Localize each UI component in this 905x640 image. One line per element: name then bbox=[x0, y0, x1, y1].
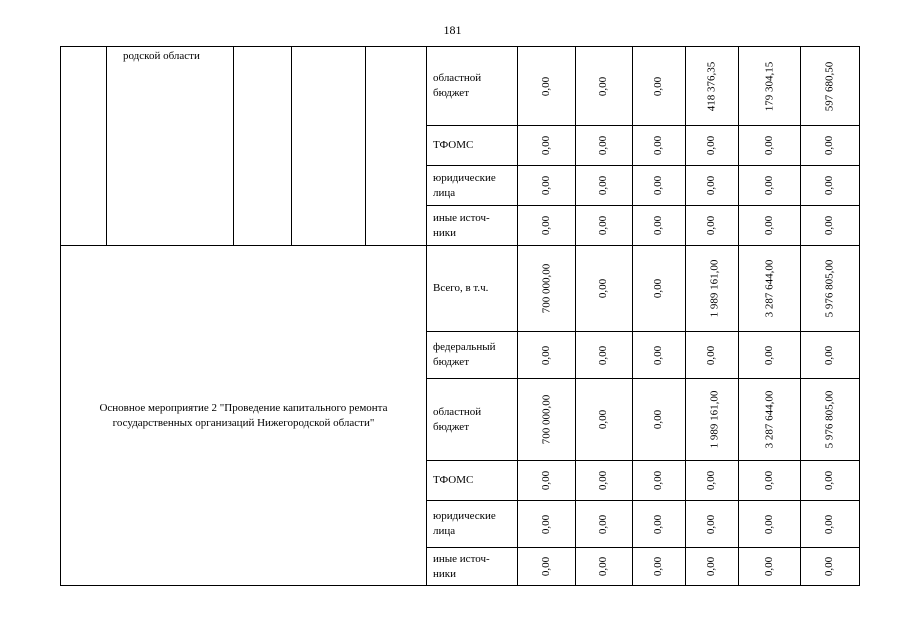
source-cell: Всего, в т.ч. bbox=[427, 246, 518, 332]
table-row bbox=[61, 246, 860, 332]
source-cell: иные источ-ники bbox=[427, 206, 518, 246]
blank-cell bbox=[61, 47, 107, 246]
value-cell: 0,00 bbox=[518, 166, 576, 206]
source-cell: юридические лица bbox=[427, 166, 518, 206]
value-cell: 0,00 bbox=[576, 379, 633, 461]
source-cell: ТФОМС bbox=[427, 126, 518, 166]
value-cell: 0,00 bbox=[801, 332, 860, 379]
table-row bbox=[61, 47, 860, 126]
measure-name-cell: Основное мероприятие 2 "Проведение капитального ремонта государственных организаций Нижегородской области" bbox=[61, 246, 427, 586]
source-cell: федеральный бюджет bbox=[427, 332, 518, 379]
source-cell: областной бюджет bbox=[427, 379, 518, 461]
value-cell: 0,00 bbox=[801, 461, 860, 501]
value-cell: 0,00 bbox=[633, 246, 686, 332]
value-cell: 0,00 bbox=[739, 461, 801, 501]
value-cell: 0,00 bbox=[633, 206, 686, 246]
value-cell: 0,00 bbox=[576, 501, 633, 548]
value-cell: 0,00 bbox=[686, 461, 739, 501]
value-cell: 0,00 bbox=[686, 501, 739, 548]
value-cell: 1 989 161,00 bbox=[686, 379, 739, 461]
value-cell: 5 976 805,00 bbox=[801, 246, 860, 332]
value-cell: 0,00 bbox=[633, 379, 686, 461]
value-cell: 0,00 bbox=[801, 126, 860, 166]
value-cell: 0,00 bbox=[739, 206, 801, 246]
value-cell: 597 680,50 bbox=[801, 47, 860, 126]
value-cell: 700 000,00 bbox=[518, 246, 576, 332]
value-cell: 0,00 bbox=[739, 126, 801, 166]
measure-name-fragment: родской области bbox=[107, 47, 234, 246]
value-cell: 0,00 bbox=[686, 548, 739, 586]
value-cell: 0,00 bbox=[686, 332, 739, 379]
value-cell: 0,00 bbox=[576, 332, 633, 379]
value-cell: 0,00 bbox=[801, 548, 860, 586]
value-cell: 0,00 bbox=[686, 126, 739, 166]
source-cell: иные источ-ники bbox=[427, 548, 518, 586]
value-cell: 0,00 bbox=[633, 126, 686, 166]
value-cell: 0,00 bbox=[801, 166, 860, 206]
value-cell: 0,00 bbox=[576, 461, 633, 501]
blank-cell bbox=[292, 47, 366, 246]
value-cell: 0,00 bbox=[518, 206, 576, 246]
value-cell: 0,00 bbox=[518, 548, 576, 586]
budget-table bbox=[60, 46, 860, 586]
value-cell: 0,00 bbox=[518, 461, 576, 501]
value-cell: 0,00 bbox=[576, 126, 633, 166]
value-cell: 3 287 644,00 bbox=[739, 379, 801, 461]
value-cell: 0,00 bbox=[633, 332, 686, 379]
value-cell: 0,00 bbox=[739, 166, 801, 206]
value-cell: 0,00 bbox=[576, 206, 633, 246]
value-cell: 0,00 bbox=[576, 166, 633, 206]
value-cell: 0,00 bbox=[633, 501, 686, 548]
value-cell: 3 287 644,00 bbox=[739, 246, 801, 332]
value-cell: 0,00 bbox=[633, 461, 686, 501]
value-cell: 5 976 805,00 bbox=[801, 379, 860, 461]
value-cell: 0,00 bbox=[739, 548, 801, 586]
value-cell: 0,00 bbox=[686, 166, 739, 206]
value-cell: 0,00 bbox=[576, 246, 633, 332]
value-cell: 179 304,15 bbox=[739, 47, 801, 126]
value-cell: 0,00 bbox=[518, 332, 576, 379]
blank-cell bbox=[234, 47, 292, 246]
value-cell: 0,00 bbox=[801, 206, 860, 246]
value-cell: 0,00 bbox=[633, 548, 686, 586]
value-cell: 418 376,35 bbox=[686, 47, 739, 126]
value-cell: 0,00 bbox=[686, 206, 739, 246]
value-cell: 0,00 bbox=[739, 501, 801, 548]
value-cell: 0,00 bbox=[518, 47, 576, 126]
value-cell: 1 989 161,00 bbox=[686, 246, 739, 332]
source-cell: ТФОМС bbox=[427, 461, 518, 501]
source-cell: областной бюджет bbox=[427, 47, 518, 126]
value-cell: 0,00 bbox=[576, 47, 633, 126]
value-cell: 0,00 bbox=[801, 501, 860, 548]
page-number: 181 bbox=[443, 23, 462, 37]
blank-cell bbox=[366, 47, 427, 246]
value-cell: 0,00 bbox=[576, 548, 633, 586]
source-cell: юридические лица bbox=[427, 501, 518, 548]
value-cell: 0,00 bbox=[633, 47, 686, 126]
value-cell: 0,00 bbox=[739, 332, 801, 379]
value-cell: 0,00 bbox=[633, 166, 686, 206]
value-cell: 0,00 bbox=[518, 126, 576, 166]
value-cell: 0,00 bbox=[518, 501, 576, 548]
value-cell: 700 000,00 bbox=[518, 379, 576, 461]
